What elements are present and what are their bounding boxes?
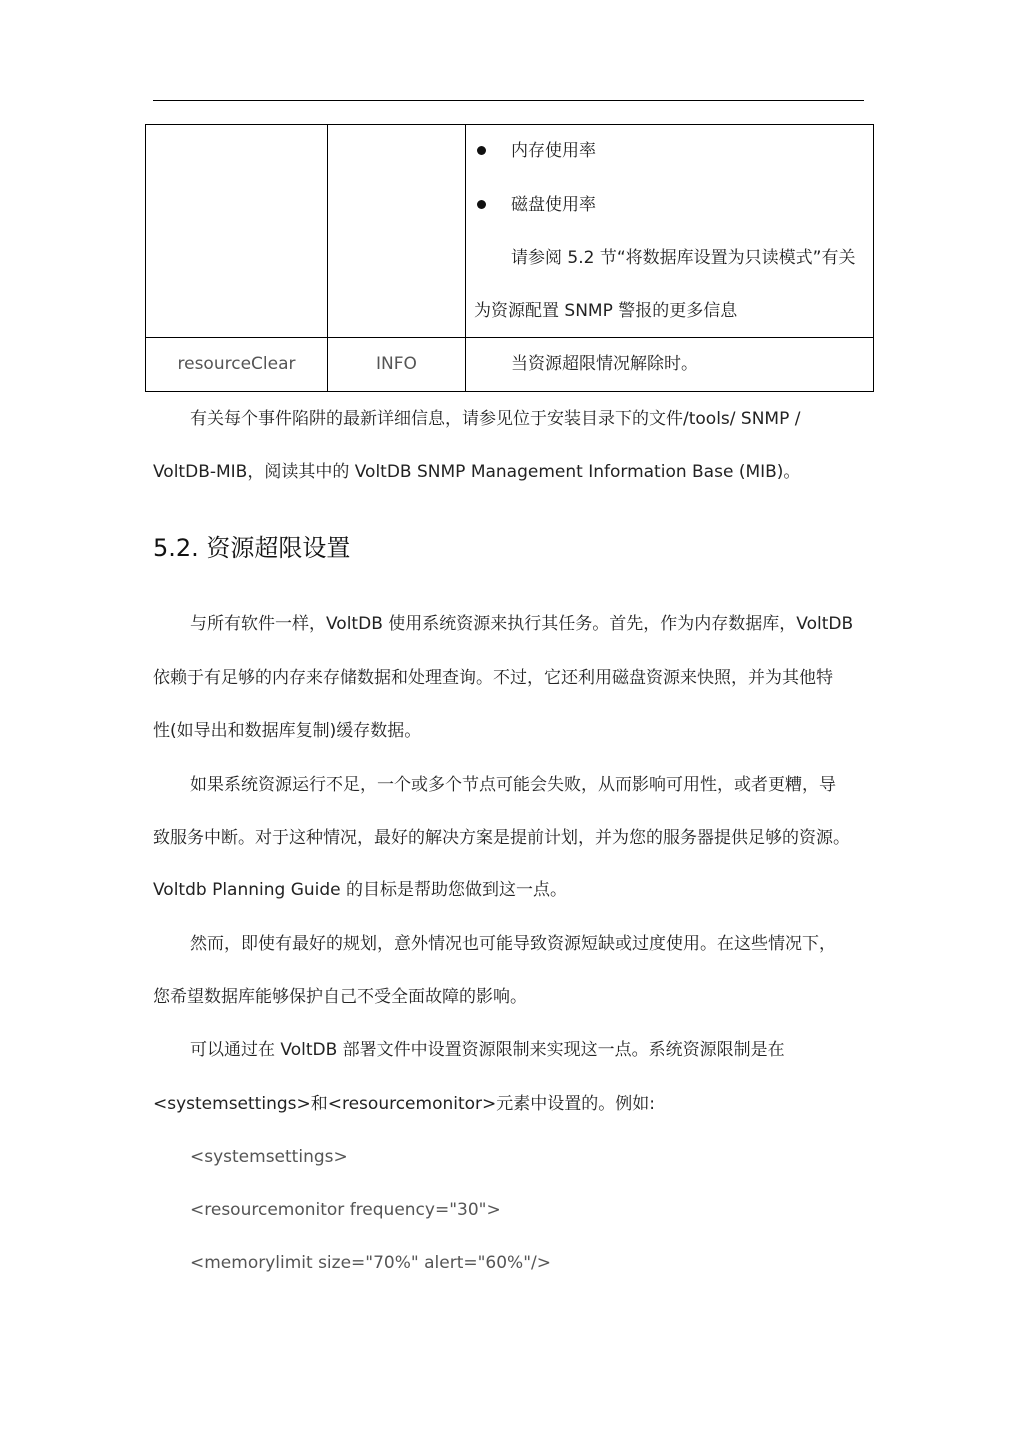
bullet-icon [477,200,486,209]
paragraph-line: 然而，即使有最好的规划，意外情况也可能导致资源短缺或过度使用。在这些情况下， [190,934,836,954]
paragraph-line: 与所有软件一样，VoltDB 使用系统资源来执行其任务。首先，作为内存数据库，VoltDB [190,614,854,634]
paragraph-line: 依赖于有足够的内存来存储数据和处理查询。不过，它还利用磁盘资源来快照，并为其他特 [153,668,833,688]
paragraph-line: 如果系统资源运行不足，一个或多个节点可能会失败，从而影响可用性，或者更糟，导 [190,775,836,795]
table-cell-event: resourceClear [177,354,296,374]
paragraph-line: Voltdb Planning Guide 的目标是帮助您做到这一点。 [153,880,568,900]
paragraph-line: 可以通过在 VoltDB 部署文件中设置资源限制来实现这一点。系统资源限制是在 [190,1040,785,1060]
table-cell-severity: INFO [376,354,417,374]
header-rule [153,100,864,101]
intro-text: 有关每个事件陷阱的最新详细信息，请参见位于安装目录下的文件/tools/ SNMP / [190,409,801,429]
table-border-top [145,124,874,125]
table-cell-description: 当资源超限情况解除时。 [511,354,698,374]
table-border-bottom [145,391,874,392]
code-line: <resourcemonitor frequency="30"> [190,1200,501,1220]
paragraph-line: <systemsettings>和<resourcemonitor>元素中设置的。例如: [153,1094,655,1114]
table-border-right [873,124,874,392]
table-col-divider [465,124,466,392]
bullet-item: 磁盘使用率 [511,195,596,215]
bullet-icon [477,146,486,155]
table-note: 请参阅 5.2 节“将数据库设置为只读模式”有关 [511,248,856,268]
table-note: 为资源配置 SNMP 警报的更多信息 [474,301,738,321]
paragraph-line: 您希望数据库能够保护自己不受全面故障的影响。 [153,987,527,1007]
bullet-item: 内存使用率 [511,141,596,161]
paragraph-line: 致服务中断。对于这种情况，最好的解决方案是提前计划，并为您的服务器提供足够的资源。 [153,828,850,848]
intro-text: VoltDB-MIB，阅读其中的 VoltDB SNMP Management Information Base (MIB)。 [153,462,801,482]
table-row-divider [145,337,874,338]
section-heading: 5.2. 资源超限设置 [153,534,351,562]
code-line: <systemsettings> [190,1147,348,1167]
code-line: <memorylimit size="70%" alert="60%"/> [190,1253,552,1273]
paragraph-line: 性(如导出和数据库复制)缓存数据。 [153,721,422,741]
